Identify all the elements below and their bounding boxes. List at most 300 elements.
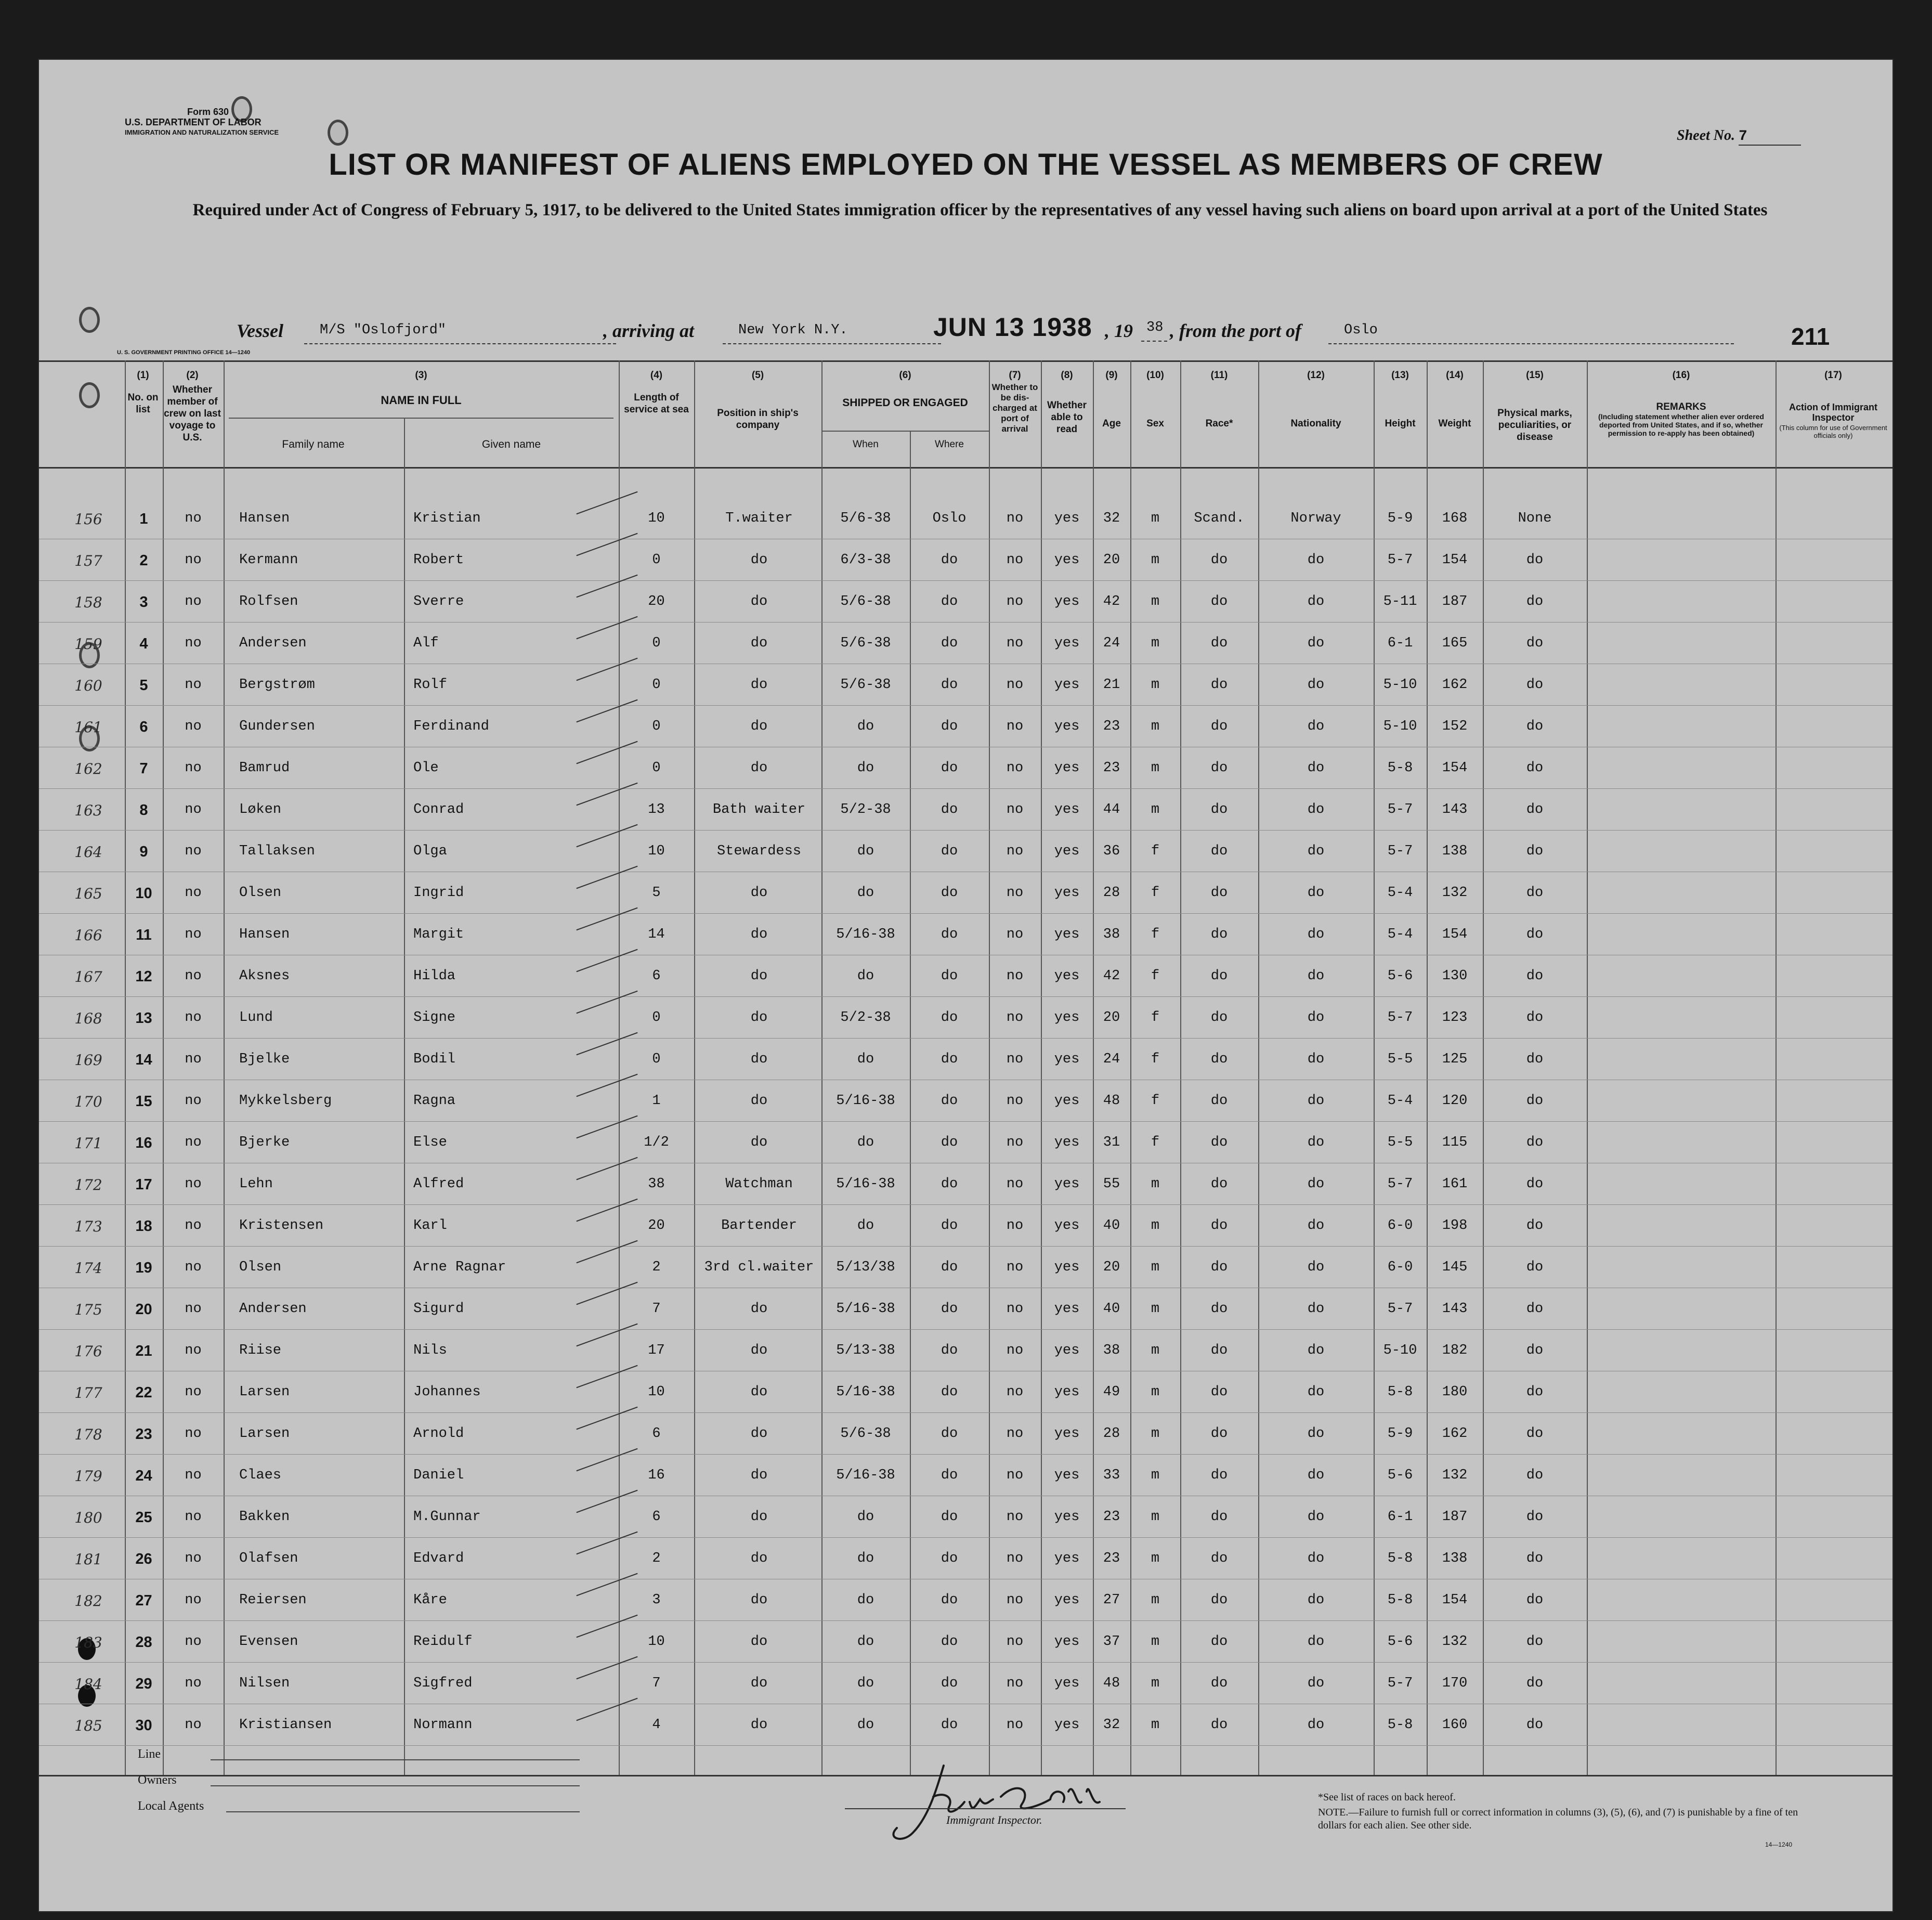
cell-nationality: do: [1307, 802, 1325, 818]
table-row: [39, 1039, 1892, 1081]
cell-crew: no: [185, 844, 202, 859]
cell-age: 33: [1103, 1468, 1120, 1483]
cell-race: do: [1210, 1426, 1228, 1442]
cell-race: do: [1210, 1676, 1228, 1691]
cell-family: Bamrud: [239, 760, 290, 776]
cell-age: 20: [1103, 1260, 1120, 1275]
cell-discharged: no: [1006, 1384, 1024, 1400]
cell-family: Kermann: [239, 552, 298, 568]
cell-where: do: [941, 1218, 958, 1234]
cell-crew: no: [185, 1260, 202, 1275]
cell-height: 5-7: [1387, 844, 1413, 859]
cell-race: do: [1210, 927, 1228, 942]
cell-position: do: [750, 635, 768, 651]
cell-family: Nilsen: [239, 1676, 290, 1691]
owners-field: [211, 1785, 580, 1786]
cell-marks: do: [1526, 1176, 1544, 1192]
cell-family: Bjerke: [239, 1135, 290, 1150]
cell-where: do: [941, 1384, 958, 1400]
cell-when: do: [857, 1551, 874, 1566]
col-num-16: (16): [1672, 370, 1690, 381]
cell-marks: do: [1526, 1468, 1544, 1483]
cell-race: do: [1210, 760, 1228, 776]
cell-discharged: no: [1006, 594, 1024, 609]
cell-nationality: do: [1307, 760, 1325, 776]
cell-ref: 172: [74, 1176, 102, 1193]
col-head-read: Whether able to read: [1047, 400, 1087, 435]
cell-position: do: [750, 1592, 768, 1608]
cell-family: Riise: [239, 1343, 282, 1358]
cell-no: 9: [139, 844, 148, 860]
cell-weight: 125: [1442, 1052, 1468, 1067]
cell-marks: do: [1526, 968, 1544, 984]
local-agents-field: [226, 1811, 580, 1812]
col-num-14: (14): [1446, 370, 1464, 381]
cell-family: Reiersen: [239, 1592, 307, 1608]
cell-weight: 160: [1442, 1717, 1468, 1733]
cell-where: Oslo: [932, 511, 967, 526]
cell-service: 10: [648, 511, 665, 526]
cell-where: do: [941, 1343, 958, 1358]
cell-age: 32: [1103, 511, 1120, 526]
header-bottom-rule: [39, 467, 1892, 469]
cell-position: do: [750, 1468, 768, 1483]
cell-no: 1: [139, 511, 148, 527]
col-head-race: Race*: [1205, 418, 1233, 429]
cell-service: 6: [652, 1426, 661, 1442]
cell-weight: 130: [1442, 968, 1468, 984]
vessel-label: Vessel: [237, 320, 283, 341]
inspector-label: Immigrant Inspector.: [946, 1813, 1042, 1826]
cell-read: yes: [1054, 719, 1080, 734]
cell-discharged: no: [1006, 1176, 1024, 1192]
cell-where: do: [941, 635, 958, 651]
col-head-where: Where: [935, 439, 964, 450]
stamped-page-number: 211: [1791, 323, 1830, 350]
cell-ref: 156: [74, 511, 102, 528]
cell-no: 23: [135, 1426, 152, 1443]
table-row: [39, 1372, 1892, 1413]
cell-family: Larsen: [239, 1384, 290, 1400]
cell-height: 6-0: [1387, 1260, 1413, 1275]
row-rule: [39, 1038, 1892, 1039]
cell-given: Else: [413, 1135, 447, 1150]
table-row: [39, 498, 1892, 540]
cell-where: do: [941, 1301, 958, 1317]
row-rule: [39, 913, 1892, 914]
cell-read: yes: [1054, 1717, 1080, 1733]
cell-read: yes: [1054, 1176, 1080, 1192]
cell-read: yes: [1054, 552, 1080, 568]
cell-discharged: no: [1006, 968, 1024, 984]
table-row: [39, 748, 1892, 789]
cell-marks: do: [1526, 927, 1544, 942]
cell-where: do: [941, 1176, 958, 1192]
cell-position: T.waiter: [725, 511, 793, 526]
cell-weight: 154: [1442, 1592, 1468, 1608]
cell-given: Reidulf: [413, 1634, 473, 1650]
cell-age: 40: [1103, 1301, 1120, 1317]
cell-no: 5: [139, 677, 148, 694]
cell-discharged: no: [1006, 1468, 1024, 1483]
cell-nationality: do: [1307, 552, 1325, 568]
cell-age: 48: [1103, 1093, 1120, 1109]
table-row: [39, 1247, 1892, 1289]
cell-crew: no: [185, 635, 202, 651]
cell-read: yes: [1054, 760, 1080, 776]
cell-position: do: [750, 1010, 768, 1026]
cell-where: do: [941, 968, 958, 984]
table-row: [39, 581, 1892, 623]
cell-read: yes: [1054, 1260, 1080, 1275]
cell-nationality: do: [1307, 1052, 1325, 1067]
cell-crew: no: [185, 1176, 202, 1192]
cell-when: 5/16-38: [836, 1176, 895, 1192]
cell-marks: do: [1526, 719, 1544, 734]
cell-age: 28: [1103, 885, 1120, 901]
cell-height: 5-10: [1383, 1343, 1417, 1358]
table-row: [39, 1413, 1892, 1455]
cell-age: 48: [1103, 1676, 1120, 1691]
cell-sex: m: [1151, 1676, 1160, 1691]
cell-position: do: [750, 1634, 768, 1650]
cell-discharged: no: [1006, 677, 1024, 693]
col-num-2: (2): [186, 370, 199, 381]
col-note-remarks: (Including statement whether alien ever ordered deported from United States, and if so, whether permission to re-apply has been obtained): [1598, 412, 1764, 437]
cell-given: Ole: [413, 760, 439, 776]
page-subtitle: Required under Act of Congress of February 5, 1917, to be delivered to the United States immigration officer by the representatives of any vessel having such aliens on board upon arrival at a port of the United States: [192, 201, 1768, 219]
table-row: [39, 1330, 1892, 1372]
cell-read: yes: [1054, 1093, 1080, 1109]
cell-service: 0: [652, 760, 661, 776]
cell-service: 4: [652, 1717, 661, 1733]
cell-marks: None: [1518, 511, 1552, 526]
cell-ref: 177: [74, 1384, 102, 1402]
cell-marks: do: [1526, 1260, 1544, 1275]
punch-hole: [79, 307, 100, 333]
cell-height: 5-8: [1387, 1717, 1413, 1733]
cell-nationality: do: [1307, 1551, 1325, 1566]
cell-marks: do: [1526, 1218, 1544, 1234]
cell-age: 31: [1103, 1135, 1120, 1150]
cell-ref: 167: [74, 968, 102, 985]
cell-sex: f: [1151, 927, 1160, 942]
cell-race: do: [1210, 885, 1228, 901]
department-name: U.S. DEPARTMENT OF LABOR: [125, 117, 262, 127]
table-row: [39, 831, 1892, 873]
cell-read: yes: [1054, 1551, 1080, 1566]
cell-nationality: do: [1307, 1010, 1325, 1026]
cell-marks: do: [1526, 1634, 1544, 1650]
cell-read: yes: [1054, 1135, 1080, 1150]
cell-age: 38: [1103, 927, 1120, 942]
col-head-position: Position in ship's company: [717, 408, 799, 431]
col-head-service: Length of service at sea: [624, 392, 689, 415]
cell-sex: m: [1151, 1509, 1160, 1525]
cell-position: do: [750, 1135, 768, 1150]
cell-where: do: [941, 677, 958, 693]
cell-given: Hilda: [413, 968, 456, 984]
cell-race: do: [1210, 1052, 1228, 1067]
cell-nationality: do: [1307, 1176, 1325, 1192]
cell-age: 23: [1103, 719, 1120, 734]
cell-discharged: no: [1006, 552, 1024, 568]
cell-where: do: [941, 1260, 958, 1275]
cell-marks: do: [1526, 1052, 1544, 1067]
table-row: [39, 665, 1892, 706]
cell-service: 14: [648, 927, 665, 942]
cell-position: do: [750, 1676, 768, 1691]
cell-when: do: [857, 1052, 874, 1067]
cell-given: Sverre: [413, 594, 464, 609]
table-row: [39, 1289, 1892, 1330]
cell-read: yes: [1054, 1509, 1080, 1525]
form-identifier: [125, 107, 279, 138]
cell-ref: 183: [74, 1634, 102, 1651]
cell-nationality: do: [1307, 1218, 1325, 1234]
cell-where: do: [941, 1010, 958, 1026]
col-num-3: (3): [415, 370, 427, 381]
cell-where: do: [941, 1509, 958, 1525]
cell-nationality: Norway: [1290, 511, 1341, 526]
cell-age: 23: [1103, 1509, 1120, 1525]
cell-read: yes: [1054, 1301, 1080, 1317]
cell-discharged: no: [1006, 1426, 1024, 1442]
cell-read: yes: [1054, 927, 1080, 942]
cell-family: Bergstrøm: [239, 677, 315, 693]
cell-crew: no: [185, 760, 202, 776]
cell-height: 5-5: [1387, 1135, 1413, 1150]
cell-ref: 185: [74, 1717, 102, 1734]
cell-sex: m: [1151, 719, 1160, 734]
cell-where: do: [941, 760, 958, 776]
cell-age: 42: [1103, 594, 1120, 609]
cell-ref: 181: [74, 1551, 102, 1568]
cell-given: Sigfred: [413, 1676, 473, 1691]
cell-age: 20: [1103, 552, 1120, 568]
col-head-name: NAME IN FULL: [381, 394, 462, 407]
cell-race: do: [1210, 968, 1228, 984]
cell-read: yes: [1054, 1384, 1080, 1400]
cell-marks: do: [1526, 635, 1544, 651]
cell-marks: do: [1526, 1592, 1544, 1608]
cell-height: 5-6: [1387, 1468, 1413, 1483]
cell-ref: 179: [74, 1468, 102, 1485]
cell-when: 5/16-38: [836, 1301, 895, 1317]
cell-position: do: [750, 677, 768, 693]
cell-race: do: [1210, 635, 1228, 651]
cell-when: do: [857, 968, 874, 984]
races-note: *See list of races on back hereof.: [1318, 1792, 1456, 1803]
cell-height: 5-10: [1383, 719, 1417, 734]
cell-marks: do: [1526, 594, 1544, 609]
cell-height: 5-6: [1387, 968, 1413, 984]
cell-when: 5/6-38: [840, 1426, 891, 1442]
cell-discharged: no: [1006, 1676, 1024, 1691]
crew-table: [39, 360, 1892, 1775]
row-rule: [39, 788, 1892, 789]
cell-given: Rolf: [413, 677, 447, 693]
cell-family: Olafsen: [239, 1551, 298, 1566]
cell-when: do: [857, 719, 874, 734]
cell-position: Watchman: [725, 1176, 793, 1192]
cell-position: Bath waiter: [712, 802, 806, 818]
cell-discharged: no: [1006, 1010, 1024, 1026]
vessel-name: M/S "Oslofjord": [304, 322, 616, 344]
cell-when: 5/6-38: [840, 677, 891, 693]
cell-read: yes: [1054, 802, 1080, 818]
cell-no: 8: [139, 802, 148, 819]
cell-when: do: [857, 760, 874, 776]
cell-race: do: [1210, 1135, 1228, 1150]
col-num-8: (8): [1061, 370, 1073, 381]
cell-when: 5/16-38: [836, 1384, 895, 1400]
cell-nationality: do: [1307, 1343, 1325, 1358]
cell-when: 6/3-38: [840, 552, 891, 568]
cell-sex: m: [1151, 1384, 1160, 1400]
cell-ref: 161: [74, 719, 102, 736]
cell-family: Mykkelsberg: [239, 1093, 332, 1109]
cell-no: 2: [139, 552, 148, 569]
cell-race: do: [1210, 1717, 1228, 1733]
cell-crew: no: [185, 1343, 202, 1358]
cell-sex: m: [1151, 1551, 1160, 1566]
cell-nationality: do: [1307, 719, 1325, 734]
cell-position: 3rd cl.waiter: [704, 1260, 814, 1275]
cell-discharged: no: [1006, 844, 1024, 859]
cell-service: 38: [648, 1176, 665, 1192]
row-rule: [39, 1204, 1892, 1205]
cell-nationality: do: [1307, 1384, 1325, 1400]
cell-no: 17: [135, 1176, 152, 1193]
cell-position: do: [750, 594, 768, 609]
arrival-year: 38: [1141, 320, 1167, 342]
cell-no: 3: [139, 594, 148, 611]
col-head-weight: Weight: [1438, 418, 1471, 429]
cell-no: 4: [139, 635, 148, 652]
col-note-action: (This column for use of Government officials only): [1779, 424, 1887, 439]
col-num-17: (17): [1824, 370, 1842, 381]
table-row: [39, 789, 1892, 831]
cell-service: 20: [648, 594, 665, 609]
cell-discharged: no: [1006, 1717, 1024, 1733]
cell-service: 13: [648, 802, 665, 818]
table-row: [39, 914, 1892, 956]
cell-when: do: [857, 1509, 874, 1525]
cell-sex: m: [1151, 760, 1160, 776]
cell-position: do: [750, 1717, 768, 1733]
cell-family: Lund: [239, 1010, 273, 1026]
cell-ref: 164: [74, 844, 102, 861]
cell-service: 0: [652, 677, 661, 693]
cell-given: Sigurd: [413, 1301, 464, 1317]
cell-given: M.Gunnar: [413, 1509, 481, 1525]
cell-family: Andersen: [239, 1301, 307, 1317]
cell-crew: no: [185, 719, 202, 734]
cell-when: do: [857, 1676, 874, 1691]
cell-race: do: [1210, 1634, 1228, 1650]
cell-where: do: [941, 885, 958, 901]
cell-race: do: [1210, 719, 1228, 734]
cell-height: 6-1: [1387, 635, 1413, 651]
cell-read: yes: [1054, 1592, 1080, 1608]
cell-no: 13: [135, 1010, 152, 1027]
cell-position: do: [750, 1301, 768, 1317]
cell-age: 21: [1103, 677, 1120, 693]
row-rule: [39, 705, 1892, 706]
cell-sex: f: [1151, 968, 1160, 984]
arrival-date-stamp: JUN 13 1938: [933, 313, 1092, 342]
table-row: [39, 1663, 1892, 1705]
cell-crew: no: [185, 1717, 202, 1733]
col-num-13: (13): [1391, 370, 1409, 381]
cell-discharged: no: [1006, 1135, 1024, 1150]
cell-no: 6: [139, 719, 148, 735]
col-head-family: Family name: [282, 438, 345, 450]
cell-service: 17: [648, 1343, 665, 1358]
cell-given: Arne Ragnar: [413, 1260, 506, 1275]
cell-read: yes: [1054, 1426, 1080, 1442]
cell-family: Bjelke: [239, 1052, 290, 1067]
cell-given: Olga: [413, 844, 447, 859]
cell-age: 32: [1103, 1717, 1120, 1733]
cell-no: 14: [135, 1052, 152, 1068]
cell-race: do: [1210, 594, 1228, 609]
cell-no: 24: [135, 1468, 152, 1484]
cell-where: do: [941, 719, 958, 734]
cell-height: 6-1: [1387, 1509, 1413, 1525]
cell-sex: m: [1151, 635, 1160, 651]
cell-age: 28: [1103, 1426, 1120, 1442]
cell-race: do: [1210, 1551, 1228, 1566]
cell-race: do: [1210, 1384, 1228, 1400]
cell-sex: m: [1151, 802, 1160, 818]
cell-service: 3: [652, 1592, 661, 1608]
cell-family: Hansen: [239, 927, 290, 942]
cell-nationality: do: [1307, 677, 1325, 693]
cell-family: Bakken: [239, 1509, 290, 1525]
cell-height: 5-9: [1387, 511, 1413, 526]
col-num-9: (9): [1105, 370, 1118, 381]
cell-read: yes: [1054, 677, 1080, 693]
cell-marks: do: [1526, 844, 1544, 859]
table-row: [39, 956, 1892, 997]
cell-discharged: no: [1006, 1509, 1024, 1525]
cell-read: yes: [1054, 1052, 1080, 1067]
cell-marks: do: [1526, 1717, 1544, 1733]
cell-service: 0: [652, 552, 661, 568]
cell-marks: do: [1526, 1301, 1544, 1317]
cell-race: Scand.: [1194, 511, 1245, 526]
cell-sex: f: [1151, 1052, 1160, 1067]
cell-given: Karl: [413, 1218, 447, 1234]
cell-marks: do: [1526, 1343, 1544, 1358]
cell-weight: 187: [1442, 594, 1468, 609]
cell-sex: m: [1151, 677, 1160, 693]
cell-ref: 173: [74, 1218, 102, 1235]
col-head-given: Given name: [481, 438, 541, 450]
col-num-1: (1): [137, 370, 149, 381]
form-code: 14—1240: [1765, 1841, 1793, 1848]
cell-crew: no: [185, 1010, 202, 1026]
cell-race: do: [1210, 1343, 1228, 1358]
cell-family: Aksnes: [239, 968, 290, 984]
cell-service: 20: [648, 1218, 665, 1234]
cell-marks: do: [1526, 1426, 1544, 1442]
cell-weight: 143: [1442, 802, 1468, 818]
table-row: [39, 1455, 1892, 1497]
col-num-15: (15): [1526, 370, 1544, 381]
